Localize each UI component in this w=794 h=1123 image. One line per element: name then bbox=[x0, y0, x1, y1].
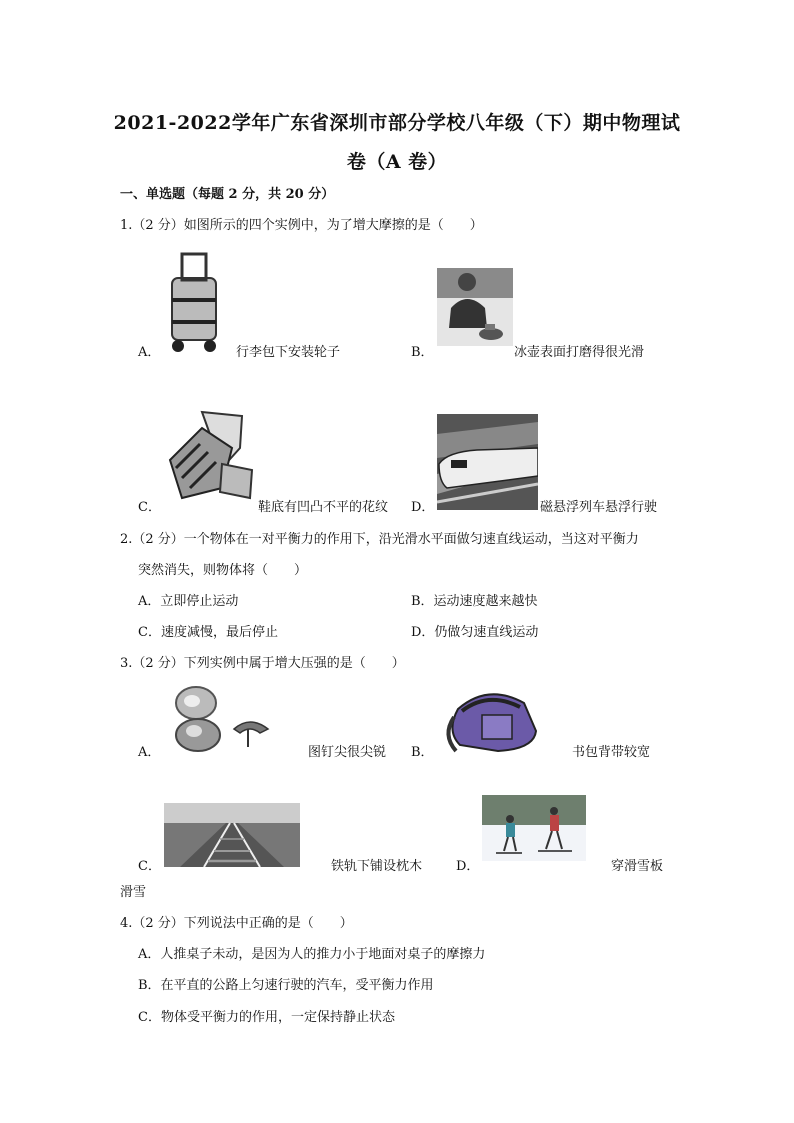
q4-option-b: B．在平直的公路上匀速行驶的汽车，受平衡力作用 bbox=[138, 978, 434, 993]
skiers-image bbox=[482, 795, 586, 861]
q3-option-b-text: 书包背带较宽 bbox=[572, 745, 651, 760]
exam-title-line1: 2021-2022学年广东省深圳市部分学校八年级（下）期中物理试 bbox=[113, 112, 681, 134]
curling-image bbox=[437, 268, 513, 346]
q2-option-b: B．运动速度越来越快 bbox=[411, 594, 538, 609]
q1-option-a-letter: A． bbox=[138, 345, 161, 360]
backpack-image bbox=[438, 681, 544, 759]
thumbtacks-image bbox=[162, 683, 274, 755]
luggage-wheels-image bbox=[160, 250, 230, 355]
q2-option-d: D．仍做匀速直线运动 bbox=[411, 625, 539, 640]
q1-option-d-letter: D． bbox=[411, 500, 435, 515]
q4-option-c: C．物体受平衡力的作用，一定保持静止状态 bbox=[138, 1010, 395, 1025]
q3-option-a-letter: A． bbox=[138, 745, 161, 760]
q1-option-d-text: 磁悬浮列车悬浮行驶 bbox=[540, 500, 658, 515]
q3-option-c-letter: C． bbox=[138, 859, 161, 874]
q1-option-a-text: 行李包下安装轮子 bbox=[236, 345, 341, 360]
q3-option-b-letter: B． bbox=[411, 745, 434, 760]
question-3-stem: 3.（2 分）下列实例中属于增大压强的是（ ） bbox=[120, 656, 405, 671]
q1-option-c-text: 鞋底有凹凸不平的花纹 bbox=[258, 500, 389, 515]
q3-option-d-letter: D． bbox=[456, 859, 480, 874]
exam-title-line2: 卷（A 卷） bbox=[346, 151, 448, 173]
q1-option-b-letter: B． bbox=[411, 345, 434, 360]
section-heading: 一、单选题（每题 2 分，共 20 分） bbox=[120, 187, 335, 202]
shoe-sole-image bbox=[162, 408, 257, 504]
question-1-stem: 1.（2 分）如图所示的四个实例中，为了增大摩擦的是（ ） bbox=[120, 218, 483, 233]
q3-option-d-text: 穿滑雪板 bbox=[611, 859, 664, 874]
q3-option-c-text: 铁轨下铺设枕木 bbox=[331, 859, 423, 874]
maglev-train-image bbox=[437, 414, 538, 510]
q3-option-d-wrap: 滑雪 bbox=[120, 885, 147, 900]
q4-option-a: A．人推桌子未动，是因为人的推力小于地面对桌子的摩擦力 bbox=[138, 947, 486, 962]
q2-option-a: A．立即停止运动 bbox=[138, 594, 239, 609]
q2-option-c: C．速度减慢，最后停止 bbox=[138, 625, 278, 640]
q3-option-a-text: 图钉尖很尖锐 bbox=[308, 745, 387, 760]
question-2-stem-line2: 突然消失，则物体将（ ） bbox=[138, 563, 308, 578]
q1-option-c-letter: C． bbox=[138, 500, 161, 515]
question-4-stem: 4.（2 分）下列说法中正确的是（ ） bbox=[120, 916, 353, 931]
railway-track-image bbox=[164, 803, 300, 867]
question-2-stem-line1: 2.（2 分）一个物体在一对平衡力的作用下，沿光滑水平面做匀速直线运动，当这对平衡力 bbox=[120, 532, 639, 547]
q1-option-b-text: 冰壶表面打磨得很光滑 bbox=[514, 345, 645, 360]
